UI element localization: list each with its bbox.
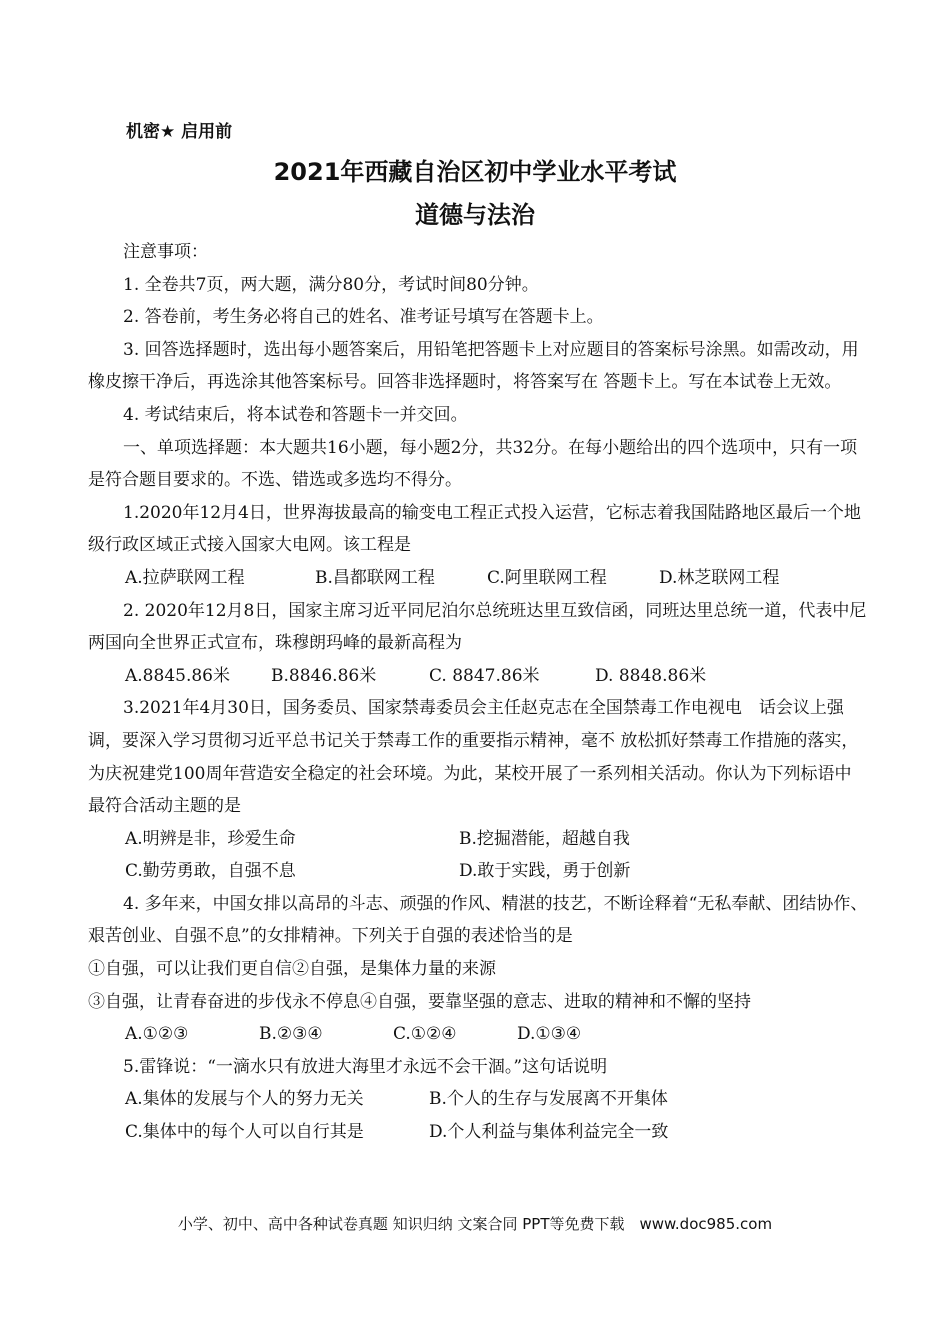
- note-3: 3. 回答选择题时，选出每小题答案后，用铅笔把答题卡上对应题目的答案标号涂黑。如需改动，用橡皮擦干净后，再选涂其他答案标号。回答非选择题时，将答案写在 答题卡上。写在本试卷上无效。: [88, 339, 859, 393]
- option-c: C.集体中的每个人可以自行其是: [125, 1122, 364, 1143]
- question-4-statements-2: ③自强，让青春奋进的步伐永不停息④自强，要靠坚强的意志、进取的精神和不懈的坚持: [88, 991, 751, 1012]
- option-d: D.个人利益与集体利益完全一致: [429, 1122, 669, 1143]
- option-d: D.林芝联网工程: [659, 567, 780, 588]
- option-a: A.拉萨联网工程: [125, 567, 245, 588]
- question-5-options-row-1: [88, 1083, 868, 1116]
- option-c: C.勤劳勇敢，自强不息: [125, 861, 296, 882]
- option-a: A.集体的发展与个人的努力无关: [125, 1089, 364, 1110]
- option-b: B.8846.86米: [271, 665, 377, 686]
- question-5-stem: 5.雷锋说：“一滴水只有放进大海里才永远不会干涸。”这句话说明: [123, 1056, 608, 1077]
- option-d: D.①③④: [517, 1024, 582, 1045]
- section-1-intro: 一、单项选择题：本大题共16小题，每小题2分，共32分。在每小题给出的四个选项中，只有一项是符合题目要求的。不选、错选或多选均不得分。: [88, 437, 858, 491]
- note-4: 4. 考试结束后，将本试卷和答题卡一并交回。: [123, 404, 468, 425]
- option-d: D. 8848.86米: [595, 665, 707, 686]
- footer-watermark: 小学、初中、高中各种试卷真题 知识归纳 文案合同 PPT等免费下载 www.doc985.com: [177, 1215, 773, 1233]
- option-d: D.敢于实践，勇于创新: [459, 861, 631, 882]
- question-1-options: [88, 562, 868, 595]
- exam-body: [88, 236, 868, 1149]
- question-3-options-row-1: [88, 823, 868, 856]
- option-b: B.挖掘潜能，超越自我: [459, 828, 630, 849]
- question-2-stem: 2. 2020年12月8日，国家主席习近平同尼泊尔总统班达里互致信函，同班达里总统一道，代表中尼两国向全世界正式宣布，珠穆朗玛峰的最新高程为: [88, 600, 867, 654]
- question-3-stem: 3.2021年4月30日，国务委员、国家禁毒委员会主任赵克志在全国禁毒工作电视电 话会议上强调，要深入学习贯彻习近平总书记关于禁毒工作的重要指示精神，毫不 放松抓好禁毒工作措施的落实，为庆祝建党100周年营造安全稳定的社会环境。为此，某校开展了一系列相关活动。你认为下列标语中最符合活动主题的是: [88, 698, 859, 817]
- question-4-statements-1: ①自强，可以让我们更自信②自强，是集体力量的来源: [88, 959, 496, 980]
- question-3-options-row-2: [88, 855, 868, 888]
- exam-title: 2021年西藏自治区初中学业水平考试: [273, 158, 677, 186]
- question-1-stem: 1.2020年12月4日，世界海拔最高的输变电工程正式投入运营，它标志着我国陆路地区最后一个地级行政区域正式接入国家大电网。该工程是: [88, 502, 861, 556]
- option-a: A.①②③: [125, 1024, 189, 1045]
- option-b: B.个人的生存与发展离不开集体: [429, 1089, 668, 1110]
- option-c: C.①②④: [393, 1024, 457, 1045]
- option-c: C.阿里联网工程: [487, 567, 607, 588]
- option-b: B.昌都联网工程: [315, 567, 435, 588]
- option-a: A.明辨是非，珍爱生命: [125, 828, 296, 849]
- notes-heading: 注意事项：: [123, 242, 208, 262]
- option-a: A.8845.86米: [125, 665, 230, 686]
- question-5-options-row-2: [88, 1116, 868, 1149]
- note-1: 1. 全卷共7页，两大题，满分80分，考试时间80分钟。: [123, 274, 539, 295]
- question-2-options: [88, 660, 868, 693]
- option-c: C. 8847.86米: [429, 665, 540, 686]
- subject-title: 道德与法治: [415, 201, 535, 229]
- question-4-options: [88, 1018, 868, 1051]
- question-4-stem: 4. 多年来，中国女排以高昂的斗志、顽强的作风、精湛的技艺，不断诠释着“无私奉献、团结协作、艰苦创业、自强不息”的女排精神。下列关于自强的表述恰当的是: [88, 893, 868, 947]
- note-2: 2. 答卷前，考生务必将自己的姓名、准考证号填写在答题卡上。: [123, 307, 604, 328]
- option-b: B.②③④: [259, 1024, 323, 1045]
- confidential-label: 机密★ 启用前: [126, 122, 233, 142]
